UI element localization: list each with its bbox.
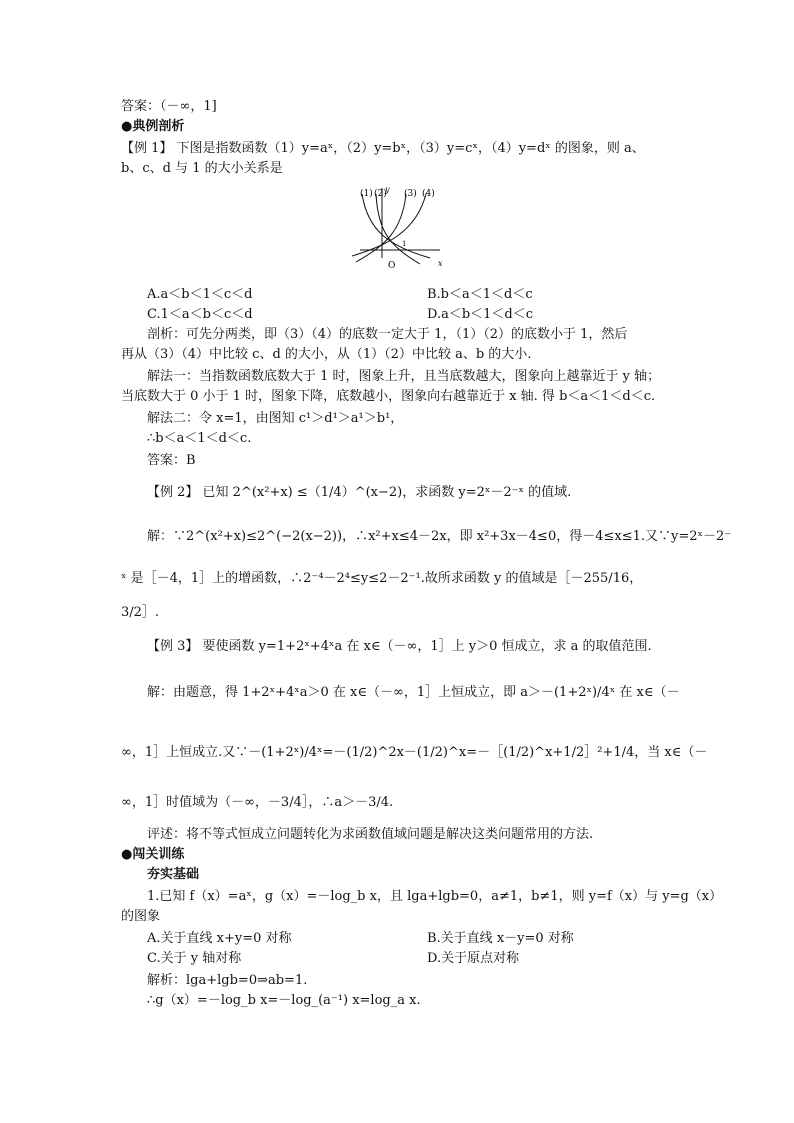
- curve-label-3: (3): [404, 189, 417, 199]
- curve-4: [352, 194, 426, 256]
- ex1-option-b: B.b＜a＜1＜d＜c: [427, 287, 533, 302]
- ex1-sol2-2: ∴b＜a＜1＜d＜c.: [147, 431, 252, 446]
- q1-line1: 1.已知 f（x）=aˣ，g（x）=－log_b x，且 lga+lgb=0，a≠1，b≠1，则 y=f（x）与 y=g（x）: [147, 889, 723, 904]
- ex1-option-d: D.a＜b＜1＜d＜c: [427, 307, 534, 322]
- ex3-question: 【例 3】 要使函数 y=1+2ˣ+4ˣa 在 x∈（－∞，1］上 y＞0 恒成立，求 a 的取值范围.: [147, 639, 652, 654]
- q1-line2: 的图象: [121, 909, 161, 924]
- q1-option-a: A.关于直线 x+y=0 对称: [147, 931, 292, 946]
- answer-line: 答案：（－∞，1]: [121, 99, 217, 114]
- ex2-solution-2: ˣ 是［－4，1］上的增函数，∴2⁻⁴－2⁴≤y≤2－2⁻¹.故所求函数 y 的值域是［－255/16，: [121, 571, 643, 586]
- curve-label-4: (4): [422, 189, 435, 199]
- curve-2: [376, 194, 420, 264]
- origin-label: O: [388, 261, 396, 270]
- curve-label-1: (1): [360, 189, 373, 199]
- ex3-solution-3: ∞，1］时值域为（－∞，－3/4］，∴a＞－3/4.: [121, 795, 394, 810]
- ex1-line1: 【例 1】 下图是指数函数（1）y=aˣ，（2）y=bˣ，（3）y=cˣ，（4）y=dˣ 的图象，则 a、: [121, 141, 645, 156]
- ex3-solution-1: 解：由题意，得 1+2ˣ+4ˣa＞0 在 x∈（－∞，1］上恒成立，即 a＞－(1+2ˣ)/4ˣ 在 x∈（－: [147, 685, 680, 700]
- q1-conclusion: ∴g（x）=－log_b x=－log_(a⁻¹) x=log_a x.: [147, 993, 421, 1008]
- q1-option-b: B.关于直线 x－y=0 对称: [427, 931, 574, 946]
- ex2-solution-1: 解：∵2^(x²+x)≤2^(−2(x−2))，∴x²+x≤4－2x，即 x²+3x－4≤0，得－4≤x≤1.又∵y=2ˣ－2⁻: [147, 529, 732, 544]
- x-axis-label: x: [438, 259, 443, 268]
- ex1-sol2-1: 解法二：令 x=1，由图知 c¹＞d¹＞a¹＞b¹，: [147, 411, 404, 426]
- ex3-comment: 评述：将不等式恒成立问题转化为求函数值域问题是解决这类问题常用的方法.: [147, 827, 594, 842]
- y-axis-label: y: [385, 185, 390, 194]
- section-dianli: ●典例剖析: [121, 119, 185, 134]
- ex1-analysis-2: 再从（3）（4）中比较 c、d 的大小，从（1）（2）中比较 a、b 的大小.: [121, 347, 532, 362]
- curve-3: [356, 194, 406, 262]
- ex1-sol1-2: 当底数大于 0 小于 1 时，图象下降，底数越小，图象向右越靠近于 x 轴. 得 b＜a＜1＜d＜c.: [121, 389, 656, 404]
- section-chuangguan: ●闯关训练: [121, 847, 185, 862]
- q1-analysis: 解析：lga+lgb=0⇒ab=1.: [147, 973, 308, 988]
- ex3-solution-2: ∞，1］上恒成立.又∵－(1+2ˣ)/4ˣ=－(1/2)^2x－(1/2)^x=－［(1/2)^x+1/2］²+1/4，当 x∈（－: [121, 745, 708, 760]
- q1-option-d: D.关于原点对称: [427, 951, 520, 966]
- curve-1: [362, 194, 430, 258]
- ex2-solution-3: 3/2］.: [121, 605, 160, 620]
- exponential-graph: [350, 184, 450, 270]
- ex1-option-a: A.a＜b＜1＜c＜d: [147, 287, 253, 302]
- curve-label-2: (2): [374, 189, 387, 199]
- ex1-analysis-1: 剖析：可先分两类，即（3）（4）的底数一定大于 1，（1）（2）的底数小于 1，然后: [147, 327, 628, 342]
- one-label: 1: [402, 240, 407, 248]
- ex1-answer: 答案：B: [147, 453, 196, 468]
- q1-option-c: C.关于 y 轴对称: [147, 951, 242, 966]
- ex1-line2: b、c、d 与 1 的大小关系是: [121, 161, 283, 176]
- ex1-sol1-1: 解法一：当指数函数底数大于 1 时，图象上升，且当底数越大，图象向上越靠近于 y 轴；: [147, 369, 661, 384]
- ex1-option-c: C.1＜a＜b＜c＜d: [147, 307, 253, 322]
- section-hangshi: 夯实基础: [147, 867, 200, 882]
- ex2-question: 【例 2】 已知 2^(x²+x) ≤（1/4）^(x−2)，求函数 y=2ˣ－2⁻ˣ 的值域.: [147, 485, 572, 500]
